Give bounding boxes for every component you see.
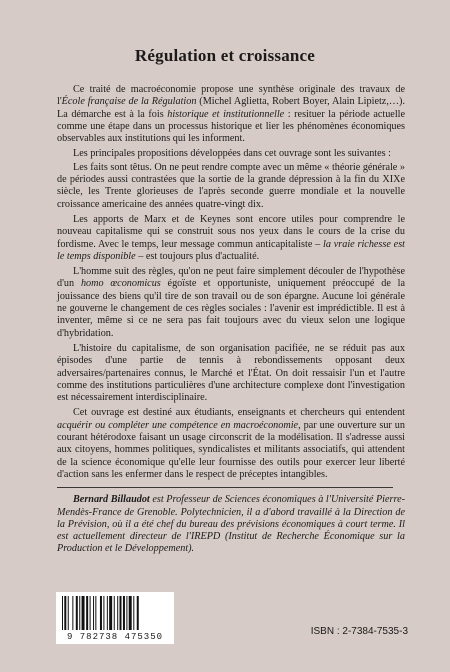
barcode <box>56 592 174 644</box>
paragraph-history: L'histoire du capitalisme, de son organisation pacifiée, ne se réduit pas aux épisodes d'une partie de tennis à rebondissements opposant deux adversaires/partenaires connus, le Marché et l'État. On doit ressaisir l'un et l'autre comme des institutions particulières d'une architecture complexe dont l'investigation est nécessairement interdisciplinaire. <box>57 342 405 404</box>
isbn: ISBN : 2-7384-7535-3 <box>310 626 408 637</box>
paragraph-audience: Cet ouvrage est destiné aux étudiants, enseignants et chercheurs qui entendent acquérir ou compléter une compétence en macroéconomie, par une ouverture sur un courant hétérodoxe faisant un usage circonscrit de la modélisation. Il s'adresse aussi aux citoyens, hommes politiques, syndicalistes et militants associatifs, qui attendent de la science économique qu'elle leur fournisse des outils pour exercer leur liberté d'action sans les enfermer dans le respect de préceptes intangibles. <box>57 407 405 480</box>
book-title: Régulation et croissance <box>134 46 316 65</box>
paragraph-rules: L'homme suit des règles, qu'on ne peut faire simplement découler de l'hypothèse d'un homo œconomicus égoïste et opportuniste, uniquement préoccupé de la jouissance des biens qu'il tire de son travail ou de son épargne. Aucune loi générale ne gouverne le changement de ces règles sociales : l'avenir est imprédictible. Il est à inventer, même si ce ne sera pas fait toujours avec du vieux selon une logique d'hybridation. <box>57 266 405 339</box>
paragraph-propositions: Les principales propositions développées dans cet ouvrage sont les suivantes : <box>73 148 392 160</box>
paragraph-intro: Ce traité de macroéconomie propose une synthèse originale des travaux de l'École française de la Régulation (Michel Aglietta, Robert Boyer, Alain Lipietz,…). La démarche est à la fois historique et institutionnelle : resituer la période actuelle comme une étape dans un processus historique et lier les phénomènes économiques observables aux institutions qui les informent. <box>57 84 405 145</box>
blurb <box>57 84 405 559</box>
author-bio: Bernard Billaudot est Professeur de Sciences économiques à l'Université Pierre-Mendès-France de Grenoble. Polytechnicien, il a d'abord travaillé à la Direction de la Prévision, où il a été chef du bureau des prévisions économiques à court terme. Il est actuellement directeur de l'IREPD (Institut de Recherche Économique sur la Production et le Développement). <box>57 494 406 555</box>
paragraph-facts: Les faits sont têtus. On ne peut rendre compte avec un même « théorie générale » de périodes aussi contrastées que la sortie de la grande dépression à la fin du XIXe siècle, les Trente glorieuses de l'après seconde guerre mondiale et la nouvelle croissance americaine des années quatre-vingt dix. <box>57 161 405 210</box>
barcode-digits: 9 782738 475350 <box>66 632 163 642</box>
barcode-bars <box>62 596 168 630</box>
author-name: Bernard Billaudot <box>73 494 150 506</box>
paragraph-marx-keynes: Les apports de Marx et de Keynes sont encore utiles pour comprendre le nouveau capitalisme qui se construit sous nos yeux dans le cours de la crise du fordisme. Avec le temps, leur message commun anticapitaliste – la vraie richesse est le temps disponible – est toujours plus d'actualité. <box>57 213 406 262</box>
separator-line <box>57 487 393 488</box>
